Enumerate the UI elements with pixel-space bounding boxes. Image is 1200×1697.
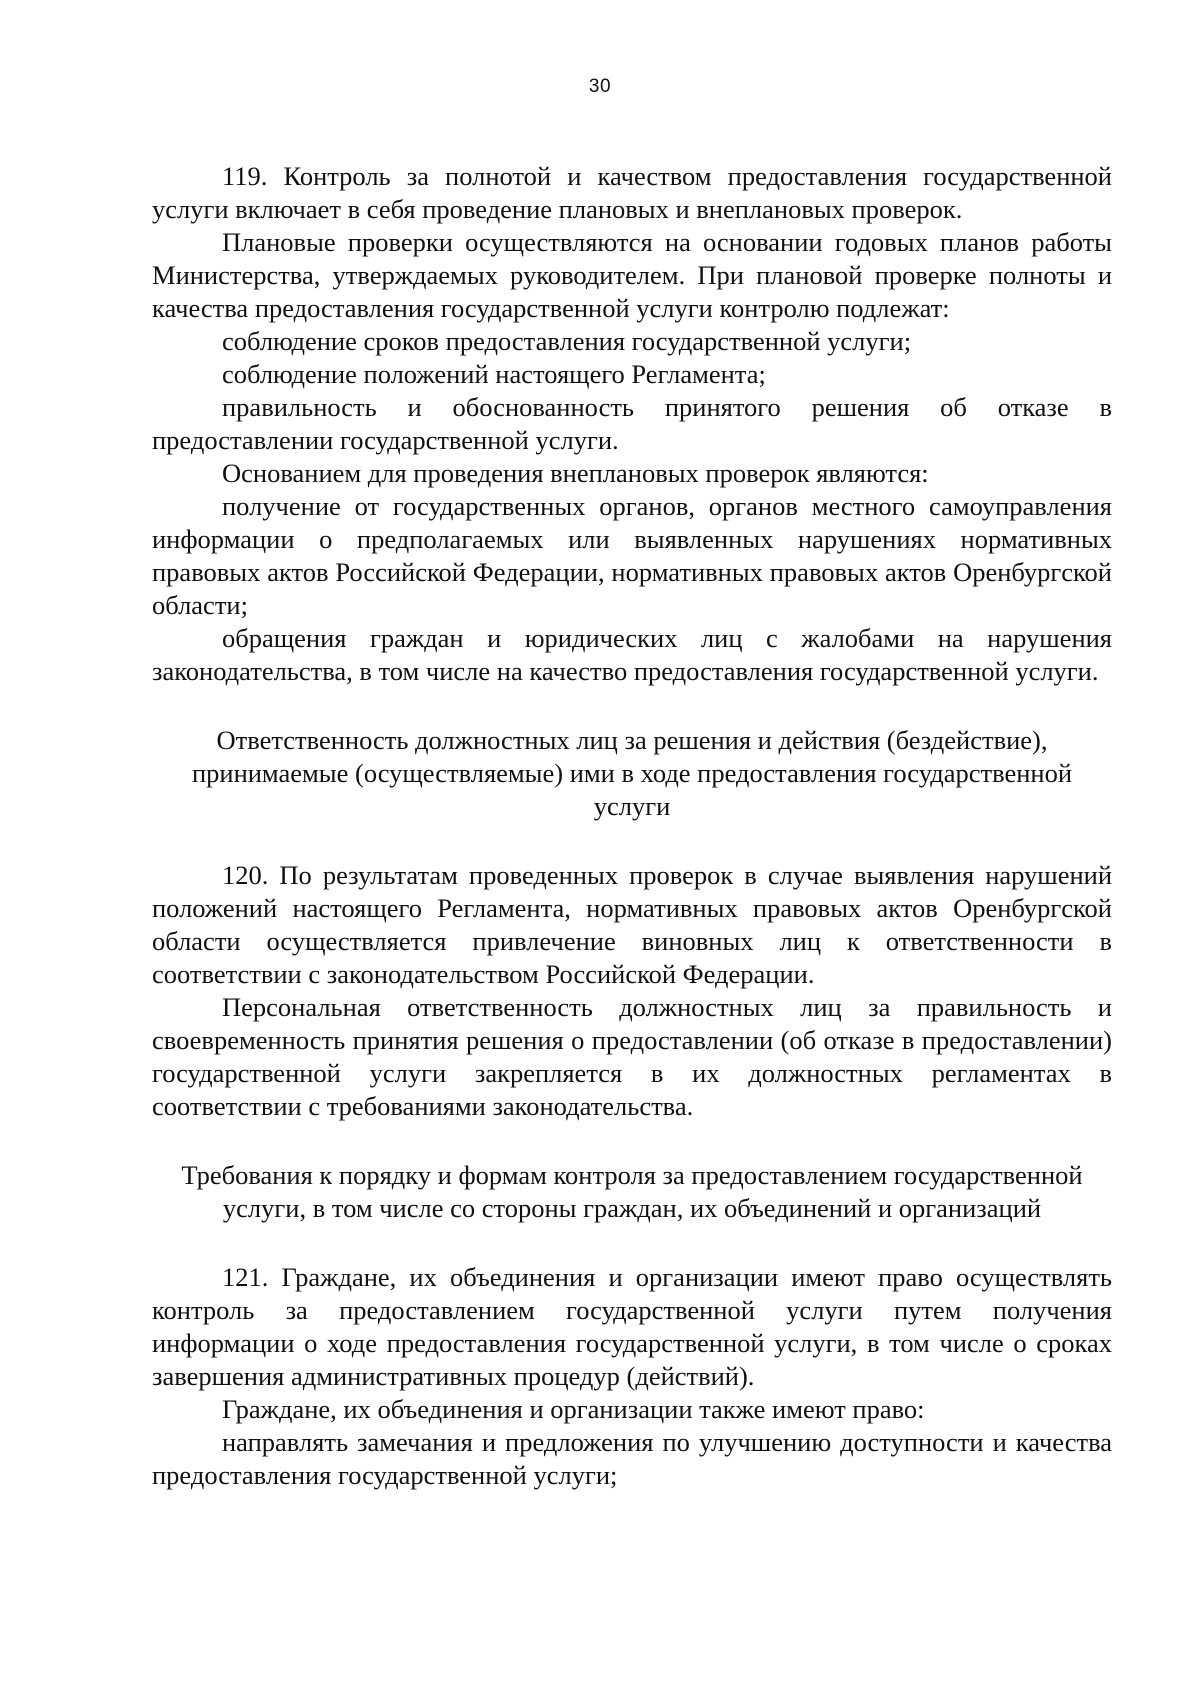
paragraph-citizens-rights: Граждане, их объединения и организации также имеют право: bbox=[222, 1394, 925, 1424]
paragraph-119: 119. Контроль за полнотой и качеством предоставления государственной услуги включает в себя проведение плановых и внеплановых проверок. bbox=[152, 161, 1112, 224]
paragraph-personal-responsibility: Персональная ответственность должностных лиц за правильность и своевременность принятия решения о предоставлении (об отказе в предоставлении) государственной услуги закрепляется в их должностных регламентах в соответствии с требованиями законодательства. bbox=[152, 992, 1112, 1121]
list-item-remarks-proposals: направлять замечания и предложения по улучшению доступности и качества предоставления государственной услуги; bbox=[152, 1427, 1112, 1490]
paragraph-120: 120. По результатам проведенных проверок в случае выявления нарушений положений настоящего Регламента, нормативных правовых актов Оренбургской области осуществляется привлечение виновных лиц к ответственности в соответствии с законодательством Российской Федерации. bbox=[152, 860, 1112, 989]
list-item-information-received: получение от государственных органов, органов местного самоуправления информации о предполагаемых или выявленных нарушениях нормативных правовых актов Российской Федерации, нормативных правовых актов Оренбургской области; bbox=[152, 491, 1112, 620]
paragraph-121: 121. Граждане, их объединения и организации имеют право осуществлять контроль за предоставлением государственной услуги путем получения информации о ходе предоставления государственной услуги, в том числе о сроках завершения административных процедур (действий). bbox=[152, 1262, 1112, 1391]
page-number: 30 bbox=[588, 76, 612, 97]
list-item-complaints: обращения граждан и юридических лиц с жалобами на нарушения законодательства, в том числе на качество предоставления государственной услуги. bbox=[152, 623, 1112, 686]
section-heading-responsibility: Ответственность должностных лиц за решения и действия (бездействие), принимаемые (осуществляемые) ими в ходе предоставления государственной услуги bbox=[191, 725, 1073, 821]
paragraph-planned-checks: Плановые проверки осуществляются на основании годовых планов работы Министерства, утверждаемых руководителем. При плановой проверке полноты и качества предоставления государственной услуги контролю подлежат: bbox=[152, 227, 1112, 323]
list-item-deadlines: соблюдение сроков предоставления государственной услуги; bbox=[222, 326, 912, 356]
document-body bbox=[152, 160, 1112, 1492]
list-item-regulation: соблюдение положений настоящего Регламента; bbox=[222, 359, 766, 389]
list-item-refusal-decision: правильность и обоснованность принятого решения об отказе в предоставлении государственной услуги. bbox=[152, 392, 1112, 455]
section-heading-control-requirements: Требования к порядку и формам контроля за предоставлением государственной услуги, в том числе со стороны граждан, их объединений и организаций bbox=[181, 1160, 1083, 1223]
paragraph-unplanned-grounds: Основанием для проведения внеплановых проверок являются: bbox=[222, 458, 929, 488]
